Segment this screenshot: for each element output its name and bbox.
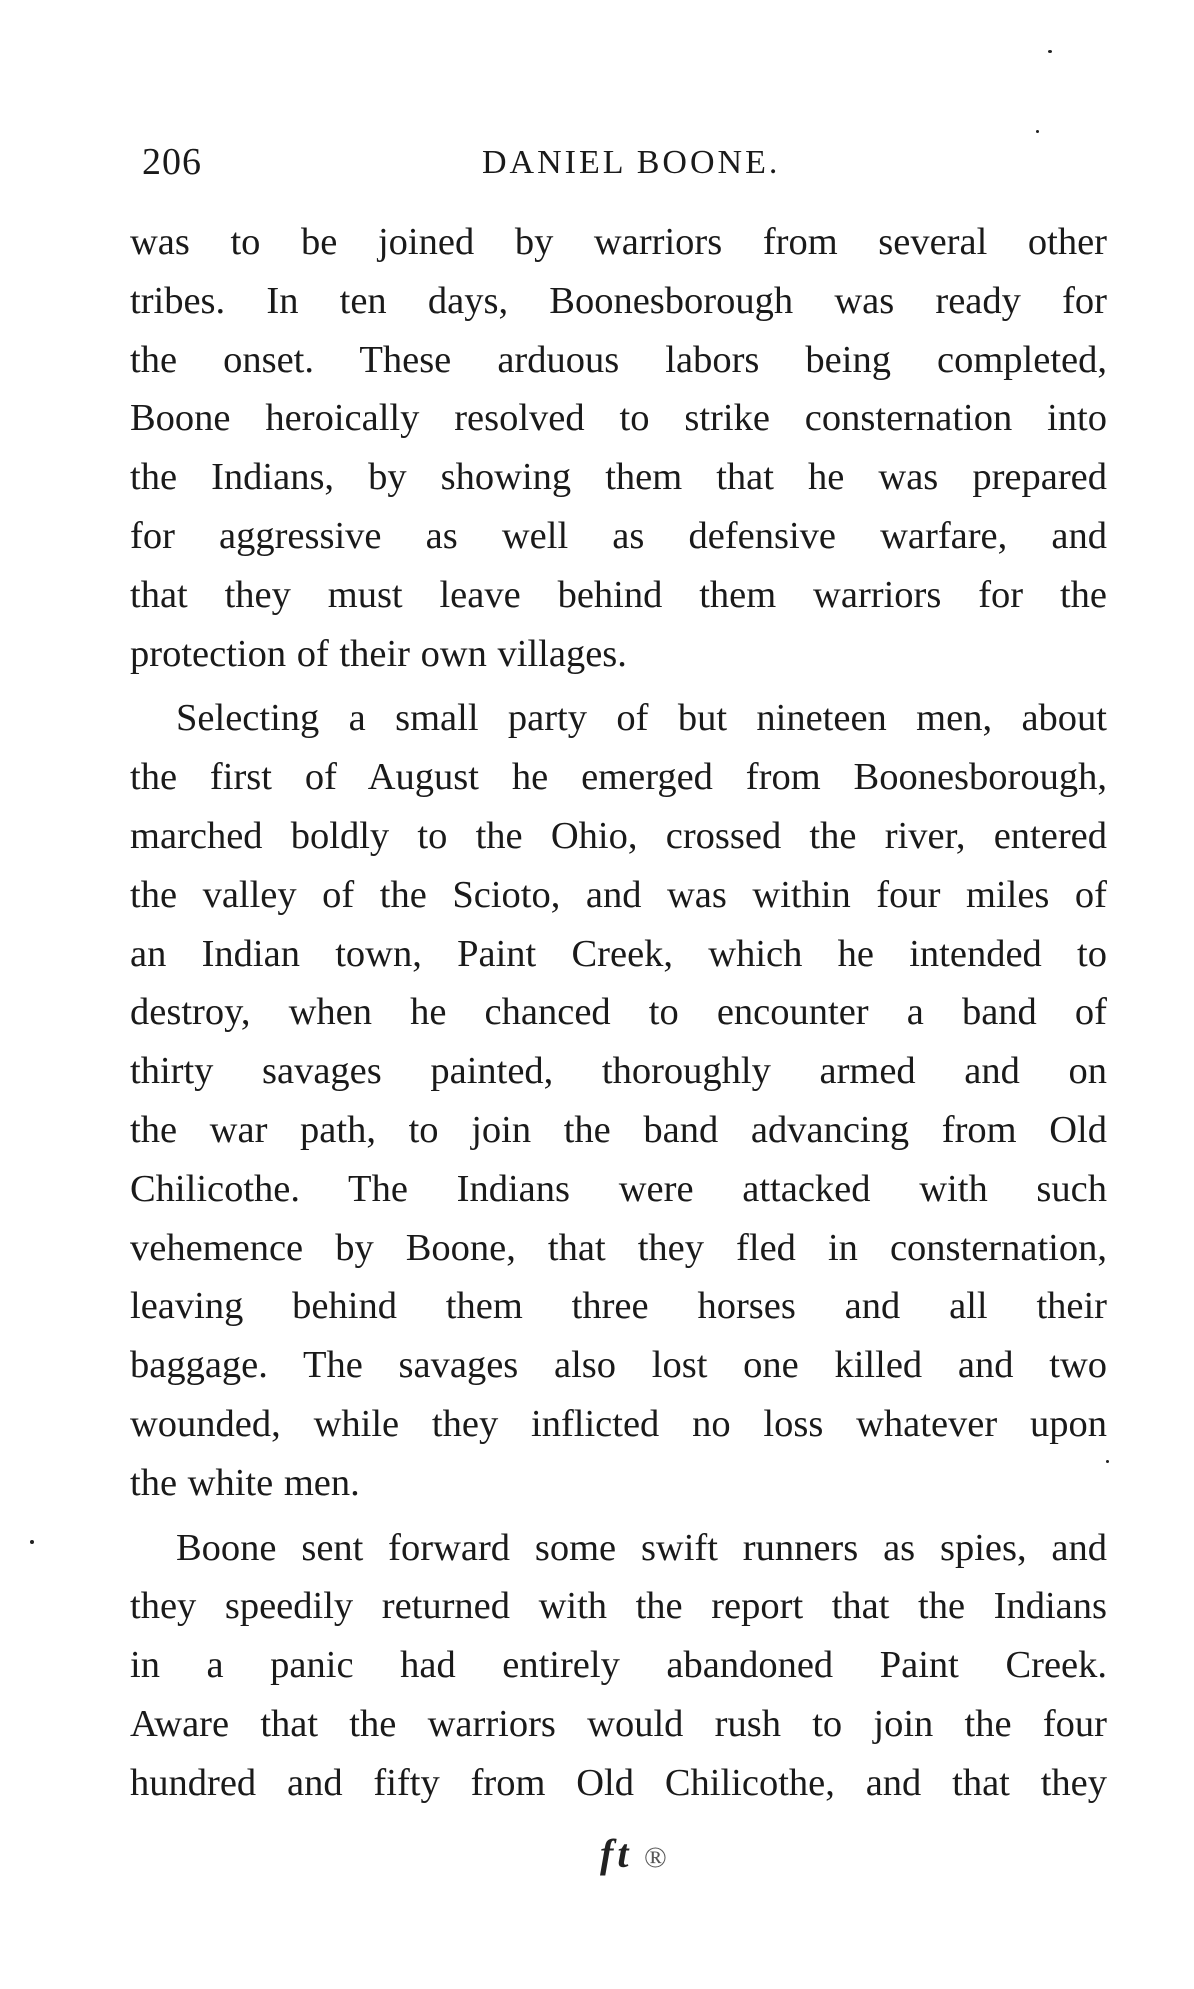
text-line: Chilicothe. The Indians were attacked with such bbox=[130, 1167, 1107, 1210]
paragraph-2 bbox=[130, 689, 1107, 1512]
text-line: the white men. bbox=[130, 1461, 360, 1504]
text-line: destroy, when he chanced to encounter a band of bbox=[130, 991, 1107, 1034]
text-line: was to be joined by warriors from several other bbox=[130, 221, 1107, 263]
text-line: the valley of the Scioto, and was within four miles of bbox=[130, 873, 1107, 916]
page-header bbox=[142, 140, 1117, 190]
text-line: an Indian town, Paint Creek, which he intended to bbox=[130, 932, 1107, 975]
text-line: Selecting a small party of but nineteen men, about bbox=[176, 697, 1107, 740]
text-line: Boone heroically resolved to strike consternation into bbox=[130, 397, 1107, 440]
text-line: the Indians, by showing them that he was prepared bbox=[130, 456, 1107, 499]
text-line: thirty savages painted, thoroughly armed and on bbox=[130, 1050, 1107, 1093]
running-head: DANIEL BOONE. bbox=[482, 144, 781, 181]
text-line: baggage. The savages also lost one killed and two bbox=[130, 1344, 1107, 1387]
text-line: the onset. These arduous labors being completed, bbox=[130, 338, 1107, 381]
text-line: for aggressive as well as defensive warfare, and bbox=[130, 514, 1107, 557]
text-line: the war path, to join the band advancing from Old bbox=[130, 1108, 1107, 1151]
text-line: leaving behind them three horses and all their bbox=[130, 1285, 1107, 1328]
scan-speck bbox=[1048, 50, 1052, 53]
text-line: that they must leave behind them warriors for the bbox=[130, 573, 1107, 616]
text-line: wounded, while they inflicted no loss whatever upon bbox=[130, 1402, 1107, 1445]
scan-watermark bbox=[600, 1830, 671, 1877]
text-line: protection of their own villages. bbox=[130, 632, 627, 675]
page-number: 206 bbox=[142, 141, 202, 183]
text-line: marched boldly to the Ohio, crossed the river, entered bbox=[130, 814, 1107, 857]
scan-speck bbox=[30, 1540, 34, 1544]
text-line: tribes. In ten days, Boonesborough was ready for bbox=[130, 279, 1107, 322]
paragraph-3 bbox=[130, 1519, 1107, 1813]
watermark-text: ft bbox=[600, 1831, 633, 1876]
registered-symbol-icon: ® bbox=[643, 1841, 671, 1874]
text-line: in a panic had entirely abandoned Paint Creek. bbox=[130, 1644, 1107, 1687]
paragraph-1 bbox=[130, 213, 1107, 683]
scan-speck bbox=[1036, 130, 1039, 133]
text-line: the first of August he emerged from Boonesborough, bbox=[130, 756, 1107, 799]
body-text bbox=[130, 213, 1107, 1813]
scan-speck bbox=[1106, 1460, 1109, 1463]
text-line: hundred and fifty from Old Chilicothe, and that they bbox=[130, 1761, 1107, 1804]
text-line: Boone sent forward some swift runners as spies, and bbox=[176, 1526, 1107, 1569]
text-line: vehemence by Boone, that they fled in consternation, bbox=[130, 1226, 1107, 1269]
text-line: they speedily returned with the report that the Indians bbox=[130, 1585, 1107, 1628]
text-line: Aware that the warriors would rush to join the four bbox=[130, 1702, 1107, 1745]
